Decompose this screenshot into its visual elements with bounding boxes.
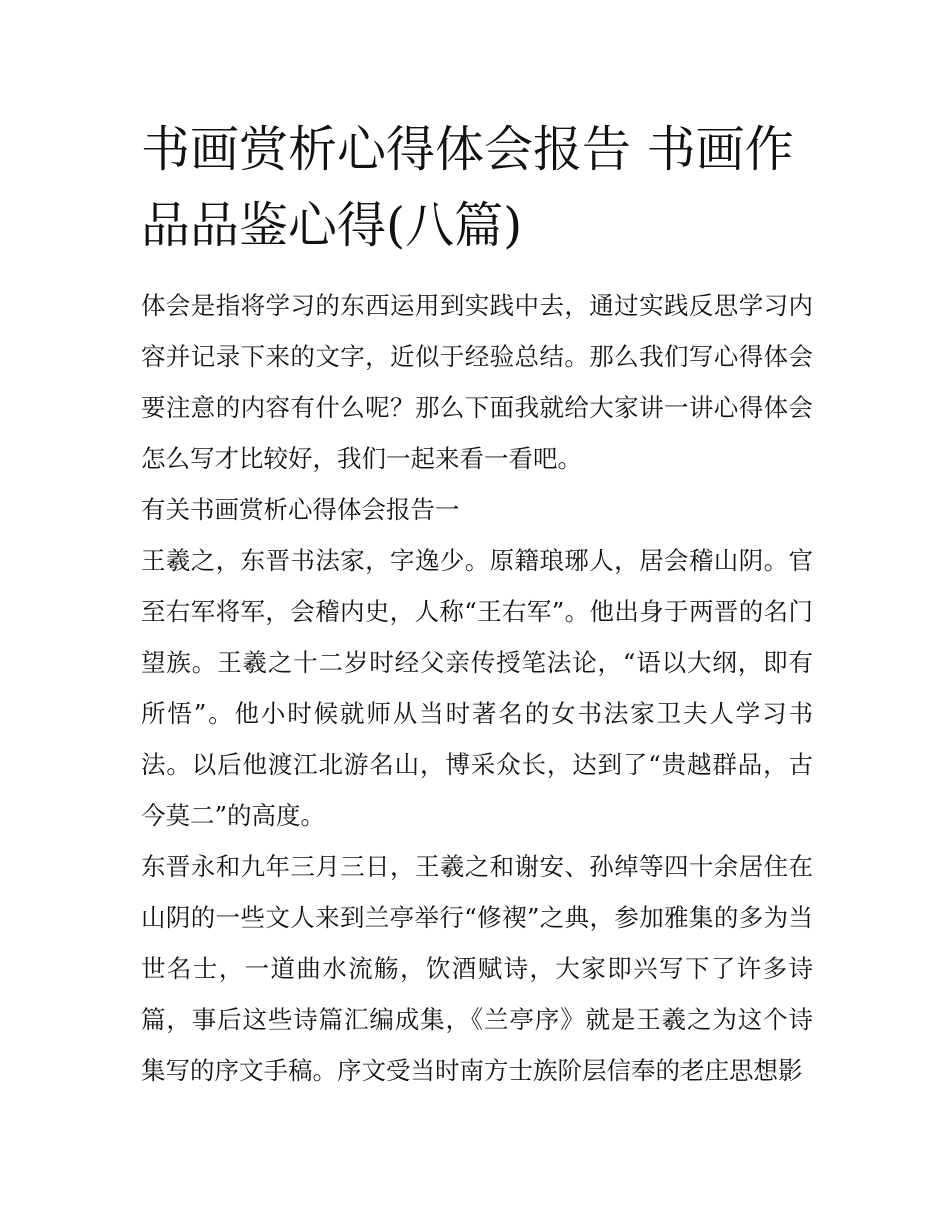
intro-paragraph: 体会是指将学习的东西运用到实践中去，通过实践反思学习内容并记录下来的文字，近似于经验总结。那么我们写心得体会要注意的内容有什么呢？那么下面我就给大家讲一讲心得体会怎么写才比较好，我们一起来看一看吧。 [141, 291, 813, 473]
section-heading: 有关书画赏析心得体会报告一 [141, 495, 460, 524]
body-paragraph-2: 东晋永和九年三月三日，王羲之和谢安、孙绰等四十余居住在山阴的一些文人来到兰亭举行“修禊”之典，参加雅集的多为当世名士，一道曲水流觞，饮酒赋诗，大家即兴写下了许多诗篇，事后这些诗篇汇编成集，《兰亭序》就是王羲之为这个诗集写的序文手稿。序文受当时南方士族阶层信奉的老庄思想影 [141, 852, 813, 1085]
document-title: 书画赏析心得体会报告 书画作品品鉴心得(八篇) [141, 121, 794, 254]
body-paragraph-1: 王羲之，东晋书法家，字逸少。原籍琅琊人，居会稽山阴。官至右军将军，会稽内史，人称“王右军”。他出身于两晋的名门望族。王羲之十二岁时经父亲传授笔法论，“语以大纲，即有所悟”。他小时候就师从当时著名的女书法家卫夫人学习书法。以后他渡江北游名山，博采众长，达到了“贵越群品，古今莫二”的高度。 [141, 546, 813, 830]
document-page [141, 112, 813, 1096]
document-body [141, 280, 813, 1096]
